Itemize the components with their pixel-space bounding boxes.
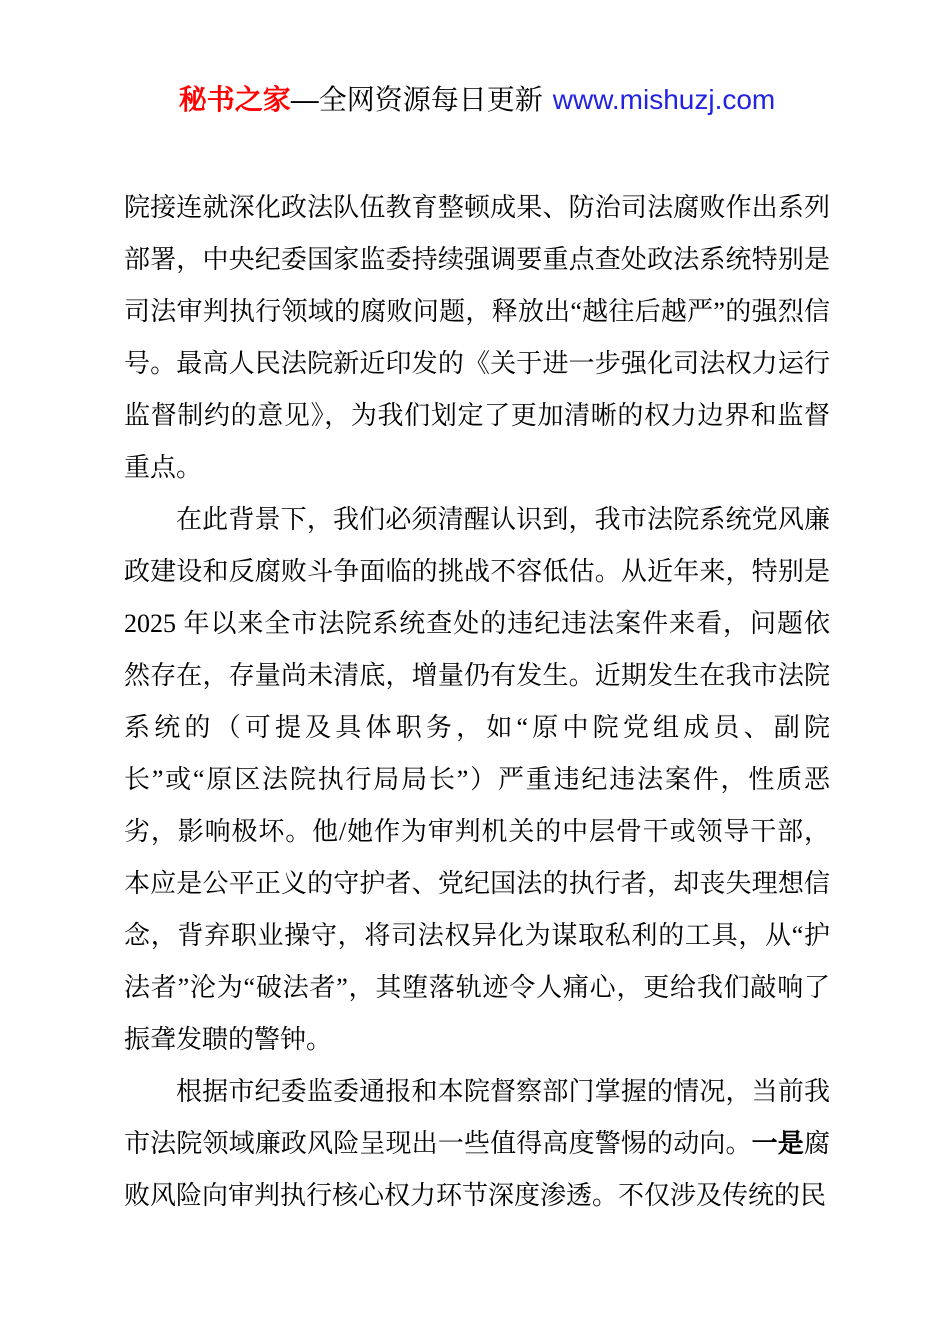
paragraph-3-rest: 腐败风险向审判执行核心权力环节深度渗透。不仅涉及传统的民 bbox=[124, 1129, 830, 1210]
paragraph-3-lead: 根据市纪委监委通报和本院督察部门掌握的情况，当前我市法院领域廉政风险呈现出一些值得高度警惕的动向。 bbox=[124, 1077, 830, 1158]
site-name: 秘书之家 bbox=[178, 84, 291, 115]
paragraph-1: 院接连就深化政法队伍教育整顿成果、防治司法腐败作出系列部署，中央纪委国家监委持续强调要重点查处政法系统特别是司法审判执行领域的腐败问题，释放出“越往后越严”的强烈信号。最高人民法院新近印发的《关于进一步强化司法权力运行监督制约的意见》，为我们划定了更加清晰的权力边界和监督重点。 bbox=[124, 193, 830, 482]
site-header bbox=[124, 82, 830, 118]
paragraph-3-emphasis: 一是 bbox=[751, 1129, 804, 1158]
site-tagline: —全网资源每日更新 bbox=[290, 84, 543, 115]
document-body bbox=[124, 182, 830, 1222]
site-url-link[interactable]: www.mishuzj.com bbox=[552, 84, 776, 115]
paragraph-2: 在此背景下，我们必须清醒认识到，我市法院系统党风廉政建设和反腐败斗争面临的挑战不容低估。从近年来，特别是 2025 年以来全市法院系统查处的违纪违法案件来看，问题依然存在，存量尚未清底，增量仍有发生。近期发生在我市法院系统的（可提及具体职务，如“原中院党组成员、副院长”或“原区法院执行局局长”）严重违纪违法案件，性质恶劣，影响极坏。他/她作为审判机关的中层骨干或领导干部，本应是公平正义的守护者、党纪国法的执行者，却丧失理想信念，背弃职业操守，将司法权异化为谋取私利的工具，从“护法者”沦为“破法者”，其堕落轨迹令人痛心，更给我们敲响了振聋发聩的警钟。 bbox=[124, 505, 830, 1054]
paragraph-3 bbox=[124, 1066, 830, 1222]
